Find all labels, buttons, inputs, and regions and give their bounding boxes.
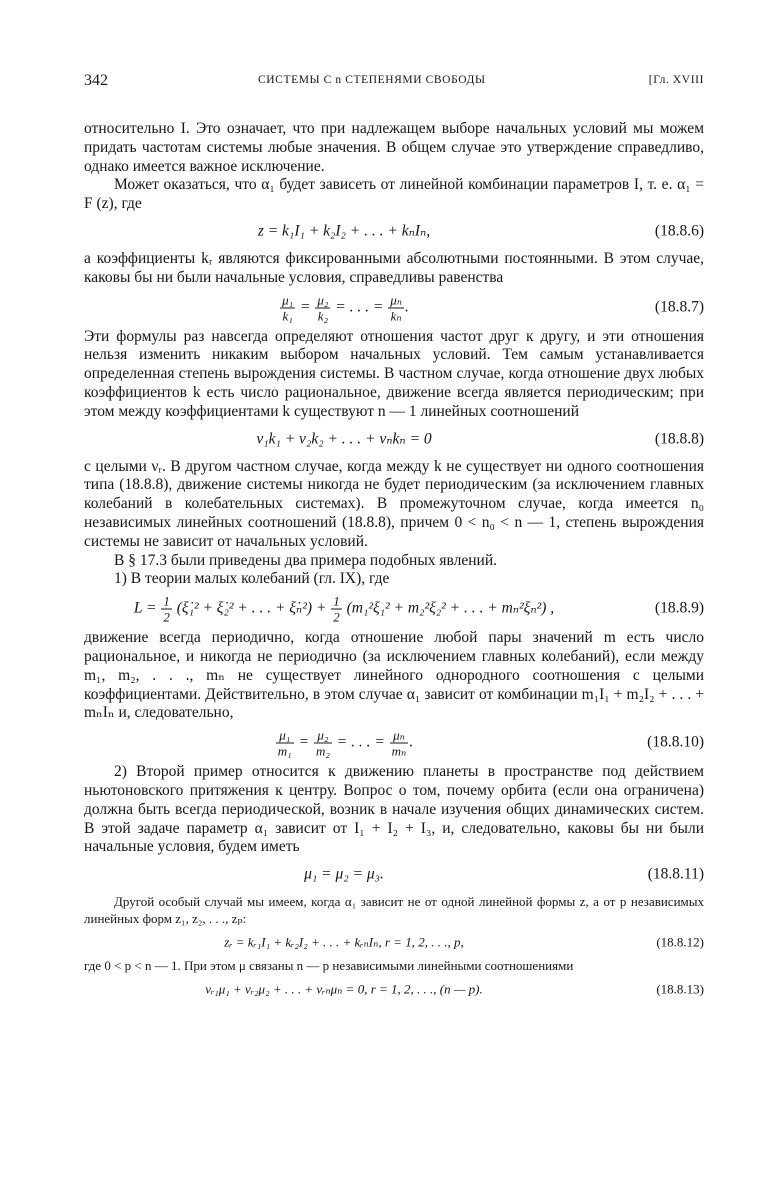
equation-separator: = . . . = [336,733,385,751]
equation-formula: z = k₁I₁ + k₂I₂ + . . . + kₙIₙ, [257,222,431,240]
paragraph-10: Другой особый случай мы имеем, когда α₁ зависит не от одной линейной формы z, а от p независимых линейных форм z₁, z₂, . . ., zₚ: [84,894,704,927]
equation-number: (18.8.11) [647,865,704,883]
page-header [84,72,704,94]
fraction-numerator: μ₁ [282,292,294,308]
fraction-numerator: μ₂ [314,729,332,744]
equation-formula [84,595,604,624]
equation-formula: μ₁ = μ₂ = μ₃. [304,865,384,883]
kinetic-term: (ξ̇₁² + ξ̇₂² + . . . + ξ̇ₙ²) + [176,599,327,617]
equation-number: (18.8.7) [654,298,704,316]
fraction [315,293,330,322]
equation-18-8-10 [84,723,704,763]
fraction-denominator: k₂ [317,308,329,324]
paragraph-2: Может оказаться, что α₁ будет зависеть от линейной комбинации параметров I, т. е. α₁ = F (z), где [84,176,704,213]
fraction [388,293,404,322]
paragraph-4: Эти формулы раз навсегда определяют отношения частот друг к другу, и эти отношения нельзя изменить никаким выбором начальных условий. Тем самым устанавливается определенная степень вырождения системы. В частном случае, когда отношение двух любых коэффициентов k есть число рациональное, движение всегда является периодическим; при этом между коэффициентами k существуют n — 1 линейных соотношений [84,327,704,420]
equation-formula: ν₁k₁ + ν₂k₂ + . . . + νₙkₙ = 0 [256,430,432,448]
fraction [331,595,342,624]
fraction-denominator: 2 [333,609,340,625]
paragraph-11: где 0 < p < n — 1. При этом μ связаны n — p независимыми линейными соотношениями [84,958,574,974]
equation-number: (18.8.13) [656,981,704,997]
equation-lhs: L = [133,599,157,617]
equation-formula: $\frac{\text{μ₁}}{\text{m₁}}$ = $\frac{\text{μ₂}}{\text{m₂}}$ = . . . = $\frac{\text{μₙ}}{\text{mₙ}}$ . [277,727,414,759]
fraction-denominator: m₂ [315,743,330,759]
fraction-denominator: 2 [163,609,170,625]
fraction-denominator: k₁ [282,308,293,324]
fraction-denominator: m₁ [277,743,292,759]
paragraph-6: В § 17.3 были приведены два примера подобных явлений. [114,551,497,569]
equation-separator: = . . . = [335,298,384,316]
paragraph-3: а коэффициенты kᵣ являются фиксированными абсолютными постоянными. В этом случае, каковы бы ни были начальные условия, справедливы равенства [84,249,704,286]
equation-formula: $\frac{\text{μ₁}}{\text{k₁}}$ = $\frac{\text{μ₂}}{\text{k₂}}$ = . . . = $\frac{\text{μₙ}}{\text{kₙ}}$ . [282,292,409,324]
equation-number: (18.8.12) [656,934,704,950]
equation-18-8-7 [84,288,704,328]
equation-number: (18.8.6) [654,222,704,240]
paragraph-1: относительно I. Это означает, что при надлежащем выборе начальных условий мы можем придать частотам системы любые значения. В общем случае это утверждение справедливо, однако имеется важное исключение. [84,120,704,175]
fraction [276,729,294,758]
paragraph-8: движение всегда периодично, когда отношение любой пары значений m есть число рациональное, и никогда не периодично (за исключением главных колебаний), если между m₁, m₂, . . ., mₙ не существует линейного однородного соотношения с целыми коэффициентами. Действительно, в этом случае α₁ зависит от комбинации m₁I₁ + m₂I₂ + . . . + mₙIₙ и, следовательно, [84,629,704,722]
page-number: 342 [84,72,108,89]
fraction [161,595,172,624]
fraction-numerator: μ₁ [276,729,294,744]
fraction-numerator: μₙ [390,729,409,744]
fraction [280,293,295,322]
equation-18-8-8 [84,422,704,458]
fraction-numerator: μₙ [390,292,403,308]
equation-18-8-12 [84,927,704,957]
fraction-denominator: kₙ [390,308,402,324]
fraction-numerator: μ₂ [317,292,329,308]
equation-number: (18.8.8) [654,430,704,448]
equation-number: (18.8.10) [647,733,704,751]
page-body [84,120,704,1004]
paragraph-5: с целыми νᵣ. В другом частном случае, когда между k не существует ни одного соотношения типа (18.8.8), движение системы никогда не будет периодическим (за исключением главных колебаний в колебательных системах). В промежуточном случае, когда имеется n₀ независимых линейных соотношений (18.8.8), причем 0 < n₀ < n — 1, степень вырождения системы не зависит от начальных условий. [84,457,704,550]
paragraph-9: 2) Второй пример относится к движению планеты в пространстве под действием ньютоновского притяжения к центру. Вопрос о том, почему орбита (если она ограничена) должна быть всегда периодической, возник в начале изучения общих динамических систем. В этой задаче параметр α₁ зависит от I₁ + I₂ + I₃, и, следовательно, каковы бы ни были начальные условия, будем иметь [84,763,704,856]
equation-18-8-6 [84,214,704,250]
equation-formula: νᵣ₁μ₁ + νᵣ₂μ₂ + . . . + νᵣₙμₙ = 0, r = 1, 2, . . ., (n — p). [205,981,483,997]
equation-18-8-11 [84,857,704,893]
running-title: СИСТЕМЫ С n СТЕПЕНЯМИ СВОБОДЫ [258,74,486,86]
fraction-numerator: 1 [163,593,170,609]
potential-term: (m₁²ξ₁² + m₂²ξ₂² + . . . + mₙ²ξₙ²) , [346,599,555,617]
equation-18-8-9 [84,589,704,629]
fraction [314,729,332,758]
fraction-denominator: mₙ [391,743,407,759]
paragraph-7: 1) В теории малых колебаний (гл. IX), где [114,570,390,588]
equation-formula: zᵣ = kᵣ₁I₁ + kᵣ₂I₂ + . . . + kᵣₙIₙ, r = 1, 2, . . ., p, [224,934,464,950]
chapter-label: [Гл. XVIII [648,74,704,86]
equation-number: (18.8.9) [654,599,704,617]
small-print-section [84,893,704,1004]
fraction [390,729,409,758]
equation-18-8-13 [84,974,704,1004]
fraction-numerator: 1 [333,593,340,609]
